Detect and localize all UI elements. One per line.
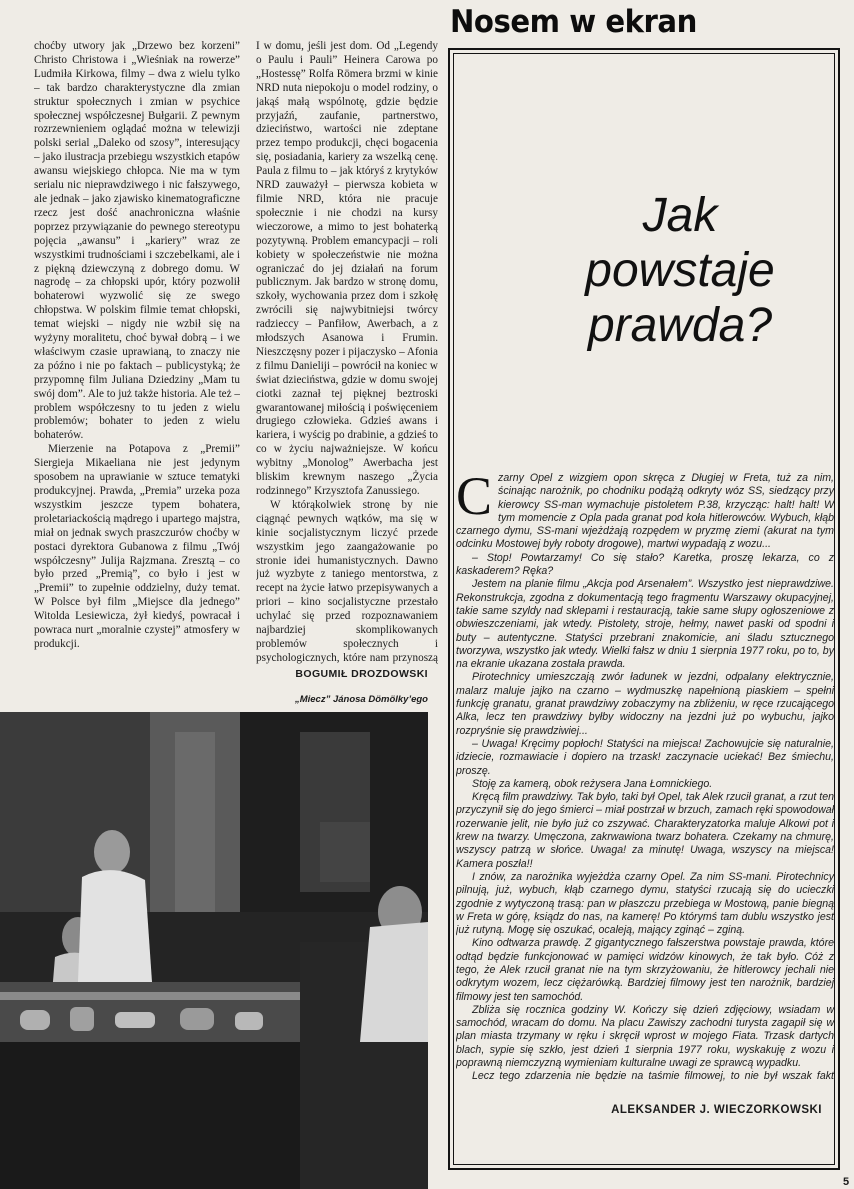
article-headline (540, 188, 820, 353)
left-article-column-2 (256, 40, 438, 665)
article-paragraph: Pirotechnicy umieszczają zwór ładunek w jezdni, odpalany elektrycznie, malarz maluje jajko na czarno – wydmuszkę napełnioną piaskiem – spełni funkcję granatu, granat prawdziwy zobaczymy na zbliżeniu, w ręce rzucającego Alka, lecz ten prawdziwy byłby widoczny na jezdni już po wybuchu, jajko rozpryśnie się prawdziwiej... (456, 671, 834, 737)
right-article-body (456, 472, 834, 1082)
article-paragraph: Kręcą film prawdziwy. Tak było, taki był Opel, tak Alek rzucił granat, a rzut ten przyczynił się do jego śmierci – miał postrzał w brzuch, zamach ręki spowodował rozerwanie jelit, nie było już co zszywać. Charakteryzatorka maluje Alkowi pot i krew na twarzy. Umęczona, zakrwawiona twarz bohatera. Czekamy na chmurę, wszyscy patrzą w słońce. Uwaga! za minutę! Uwaga, wszyscy na miejsca! Kamera poszła!! (456, 791, 834, 870)
article-paragraph: W którąkolwiek stronę by nie ciągnąć pewnych wątków, ma się w kinie socjalistycznym liczyć przede wszystkim jego zaangażowanie po stronie idei humanistycznych. Dawno już wyzbyte z taniego mentorstwa, z recept na życie łatwo przepisywanych a priori – kino socjalistyczne przestało uchylać się przed rozpoznawaniem najbardziej skomplikowanych problemów społecznych i psychologicznych, które nam przynoszą (256, 498, 438, 664)
drop-cap: C (456, 472, 493, 526)
article-paragraph: Jestem na planie filmu „Akcja pod Arsenałem”. Wszystko jest nieprawdziwe. Rekonstrukcja, zgodna z dokumentacją tego fragmentu Warszawy okupacyjnej, takie same szyldy nad sklepami i restauracją, takie same słupy ogłoszeniowe z obwieszczeniami, jak wtedy. Pistolety, stroje, hełmy, nawet paski od spodni i buty – autentyczne. Statyści przebrani znakomicie, ani śladu sztucznego tworzywa, wszystko jak wtedy. Wielki fałsz w dniu 1 sierpnia 1977 roku, po to, by na ekranie ukazana została prawda. (456, 578, 834, 671)
article-paragraph: I w domu, jeśli jest dom. Od „Legendy o Paulu i Pauli” Heinera Carowa po „Hostessę” Rolfa Römera brzmi w kinie NRD nuta niepokoju o model rodziny, o jakąś małą wspólnotę, gdzie będzie przyjaźń, zaufanie, partnerstwo, dzieciństwo, wartości nie zdeptane przez tempo produkcji, chęci bogacenia się, posiadania, kariery za wszelką cenę. Paula z filmu to – jak któryś z krytyków NRD zauważył – pierwsza kobieta w filmie NRD, która nie pracuje społecznie i nie chodzi na kursy wieczorowe, a mimo to jest bohaterką pozytywną. Problem emancypacji – roli kobiety w społeczeństwie nie można ograniczać do jej działań na forum publicznym. Jak bardzo w stronę domu, szkoły, wychowania przez dom i szkołę zwrócili się najwybitniejsi twórcy radzieccy – Panfiłow, Awerbach, a z młodszych Asanowa i Frumin. Nieszczęsny pozer i pijaczysko – Afonia z filmu Danieliji – powrócił na koniec w świat dzieciństwa, gdzie w domu swojej ciotki zaznał tej pięknej beztroski gwarantowanej miłością i poświęceniem drugiego człowieka. Gdzieś awans i kariera, i wyścig po drabinie, a gdzieś to co w życiu najważniejsze. W końcu wybitny „Monolog” Awerbacha jest bliskim krewnym naszego „Życia rodzinnego” Krzysztofa Zanussiego. (256, 40, 438, 497)
photo-caption: „Miecz” Jánosa Dömölky’ego (294, 694, 428, 705)
page-number: 5 (843, 1176, 850, 1188)
article-paragraph: I znów, za narożnika wyjeżdża czarny Opel. Za nim SS-mani. Pirotechnicy pilnują, już, wybuch, kłąb czarnego dymu, statyści rzucają się do ucieczki zgodnie z wytyczoną trasą: pan w płaszczu przebiega w Mostową, panie biegną w Freta w górę, ksiądz do nas, na kamerę! Po którymś tam dublu wszystko jest już rutyną. Mogę się oszukać, ocaleją, mający zginąć – zginą. (456, 870, 834, 937)
article-paragraph (456, 472, 834, 552)
article-author: ALEKSANDER J. WIECZORKOWSKI (611, 1104, 822, 1116)
article-byline: BOGUMIŁ DROZDOWSKI (295, 668, 428, 680)
article-paragraph: Kino odtwarza prawdę. Z gigantycznego fałszerstwa powstaje prawda, które odtąd będzie funkcjonować w pamięci widzów kinowych, że tak było. Cóż z tego, że Alek rzucił granat nie na tym skrzyżowaniu, że hitlerowcy jechali nie odkrytym wozem, lecz ciężarówką. Bardziej filmowy jest ten narożnik, bardziej filmowy jest ten samochód. (456, 937, 834, 1003)
article-paragraph: choćby utwory jak „Drzewo bez korzeni” Christo Christowa i „Wieśniak na rowerze” Ludmiła Kirkowa, filmy – dwa z wielu tylko – tak bardzo charakterystyczne dla zmian struktur społecznych i zmian w psychice społecznej współczesnej Bułgarii. Z pewnym rozrzewnieniem oglądać można w telewizji polski serial „Daleko od szosy”, interesujący – jako ilustracja przebiegu wszystkich etapów awansu wiejskiego chłopca. Nie ma w tym serialu nic nieprawdziwego i nic fałszywego, ale jednak – jako zjawisko kinematograficzne rzecz jest dość anachroniczna właśnie poprzez przywiązanie do pewnego stereotypu pojęcia „awansu” i „kariery” wraz ze wszystkimi trudnościami i szczebelkami, ale i z piękną dziewczyną z dobrego domu. W nagrodę – za chłopski upór, który pozwolił bohaterowi wyzwolić się ze swego chłopstwa. W polskim filmie temat chłopski, temat wiejski – nigdy nie wzbił się na wyżyny moralitetu, choć bywał dobrą – i we właściwym czasie uprawianą, to znaczy nie za późno i nie po faktach – publicystyką; że przypomnę film Juliana Dziedziny „Mam tu swój dom”. Ale to już także historia. Ale też – problem współczesny to tu jeden z wielu problemów; bohater to jeden z wielu bohaterów. (34, 40, 240, 442)
section-title: Nosem w ekran (450, 4, 697, 40)
article-paragraph: Lecz tego zdarzenia nie będzie na taśmie filmowej, to nie był wszak fakt (472, 1070, 834, 1082)
article-paragraph: – Stop! Powtarzamy! Co się stało? Karetka, proszę lekarza, co z kaskaderem? Ręka? (456, 551, 834, 578)
article-paragraph-text: zarny Opel z wizgiem opon skręca z Długiej w Freta, tuż za nim, ścinając narożnik, po chodniku podążą odkryty wóz SS, siedzący przy kierowcy SS-man wymachuje pistoletem P.38, krzycząc: halt! halt! W tym momencie z Opla pada granat pod koła hitlerowców. Wybuch, kłąb czarnego dymu, SS-mani wjeżdżają rozpędem w pryzmę ziemi (akurat na tym odcinku Mostowej były roboty drogowe), martwi wypadają z wozu... (456, 472, 834, 551)
headline-line: Jak (642, 189, 718, 242)
headline-line: prawda? (587, 299, 773, 352)
article-paragraph: Mierzenie na Potapova z „Premii” Siergieja Mikaeliana nie jest jedynym sposobem na uprawianie w sztuce tematyki produkcyjnej. Prawda, „Premia” urzeka poza wszystkim jeszcze typem bohatera, proletariackością mądrego i upartego majstra, miał on jednak swych praszczurów choćby w postaci dyrektora Gubanowa z filmu „Twój współczesny” Julija Rajzmana. Zresztą – co było przed „Premią”, co było i jest w „Premii” to zupełnie oddzielny, duży temat. W Polsce był film „Miejsce dla jednego” Witolda Lesiewicza, żył kiedyś, powracał i powraca nurt „moralnie czystej” atmosfery w produkcji. (34, 443, 240, 650)
headline-line: powstaje (585, 244, 775, 297)
film-still-illustration (0, 712, 428, 1189)
film-still-photo (0, 712, 428, 1189)
article-paragraph: Zbliża się rocznica godziny W. Kończy się dzień zdjęciowy, wsiadam w samochód, wracam do domu. Na placu Zawiszy zachodni turysta zagapił się w plan miasta trzymany w ręku i skręcił wprost w mojego Fiata. Trzask dartych blach, sypie się szkło, jest dzień 1 sierpnia 1977 roku, wyskakuję z wozu i poprawną niemczyzną wymieniam kulturalne uwagi ze sprawcą wypadku. (456, 1003, 834, 1070)
article-paragraph: Stoję za kamerą, obok reżysera Jana Łomnickiego. (472, 777, 713, 790)
article-paragraph: – Uwaga! Kręcimy popłoch! Statyści na miejsca! Zachowujcie się naturalnie, idziecie, rozmawiacie i dopiero na trzask! zaczynacie uciekać! Bez śmiechu, proszę. (456, 737, 834, 777)
left-article-column-1 (34, 40, 240, 680)
